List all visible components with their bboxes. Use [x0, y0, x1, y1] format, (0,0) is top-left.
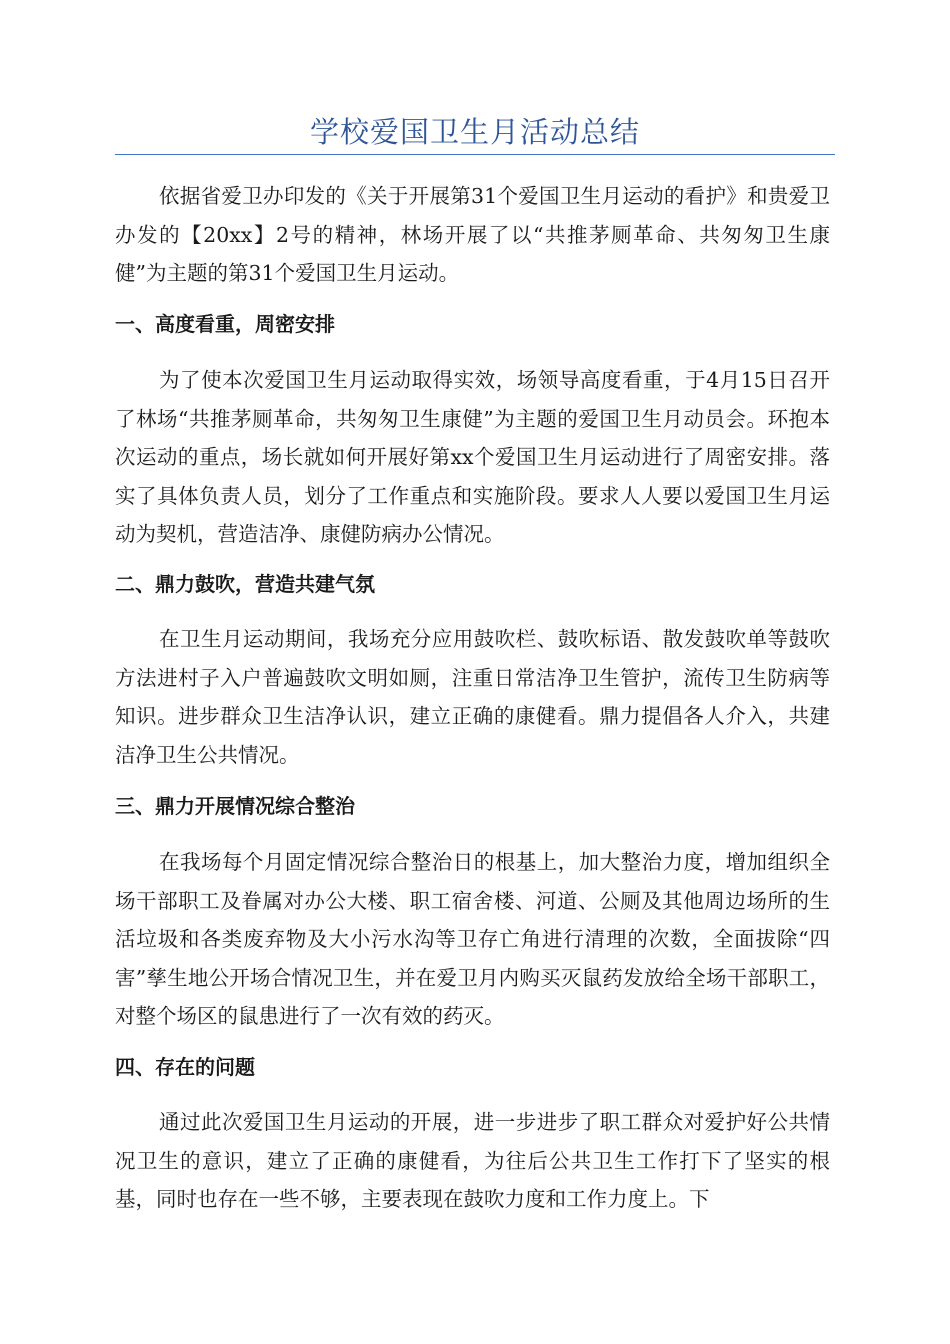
intro-paragraph: 依据省爱卫办印发的《关于开展第31个爱国卫生月运动的看护》和贵爱卫办发的【20xx】2号的精神，林场开展了以“共推茅厕革命、共匆匆卫生康健”为主题的第31个爱国卫生月运动。	[115, 184, 830, 285]
section-heading-2: 二、鼎力鼓吹，营造共建气氛	[115, 572, 375, 596]
section-body-4: 通过此次爱国卫生月运动的开展，进一步进步了职工群众对爱护好公共情况卫生的意识，建立了正确的康健看，为往后公共卫生工作打下了坚实的根基，同时也存在一些不够，主要表现在鼓吹力度和工作力度上。下	[115, 1110, 830, 1211]
document-title: 学校爱国卫生月活动总结	[309, 115, 640, 149]
section-body-1: 为了使本次爱国卫生月运动取得实效，场领导高度看重，于4月15日召开了林场“共推茅厕革命，共匆匆卫生康健”为主题的爱国卫生月动员会。环抱本次运动的重点，场长就如何开展好第xx个爱国卫生月运动进行了周密安排。落实了具体负责人员，划分了工作重点和实施阶段。要求人人要以爱国卫生月运动为契机，营造洁净、康健防病办公情况。	[115, 368, 830, 546]
section-body-3: 在我场每个月固定情况综合整治日的根基上，加大整治力度，增加组织全场干部职工及眷属对办公大楼、职工宿舍楼、河道、公厕及其他周边场所的生活垃圾和各类废弃物及大小污水沟等卫存亡角进行清理的次数，全面拔除“四害”孳生地公开场合情况卫生，并在爱卫月内购买灭鼠药发放给全场干部职工，对整个场区的鼠患进行了一次有效的药灭。	[115, 850, 830, 1028]
section-heading-3: 三、鼎力开展情况综合整治	[115, 794, 355, 818]
title-underline	[115, 154, 835, 155]
section-heading-1: 一、高度看重，周密安排	[115, 312, 335, 336]
section-body-2: 在卫生月运动期间，我场充分应用鼓吹栏、鼓吹标语、散发鼓吹单等鼓吹方法进村子入户普遍鼓吹文明如厕，注重日常洁净卫生管护，流传卫生防病等知识。进步群众卫生洁净认识，建立正确的康健看。鼎力提倡各人介入，共建洁净卫生公共情况。	[115, 627, 830, 767]
section-heading-4: 四、存在的问题	[115, 1055, 255, 1079]
